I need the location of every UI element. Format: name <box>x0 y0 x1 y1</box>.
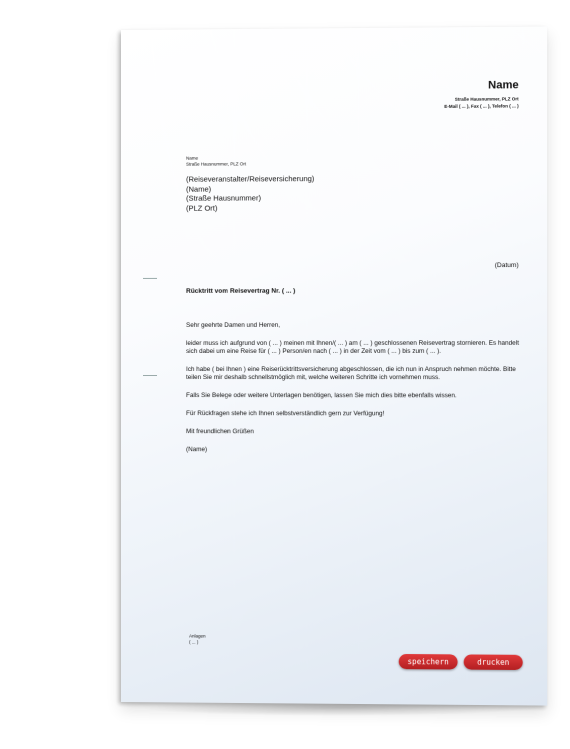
letter-body <box>186 322 520 465</box>
sender-line <box>186 155 246 167</box>
salutation: Sehr geehrte Damen und Herren, <box>186 321 281 329</box>
letterhead-name: Name <box>488 79 519 92</box>
letter-date: (Datum) <box>494 261 519 270</box>
letterhead-address: Straße Hausnummer, PLZ Ort <box>454 96 519 102</box>
recipient-address <box>186 174 314 213</box>
recipient-line: (Name) <box>186 184 212 194</box>
letter-page <box>121 26 547 705</box>
body-paragraph: Ich habe ( bei Ihnen ) eine Reiserücktrittsversicherung abgeschlossen, die ich nun in Anspruch nehmen möchte. Bitte teilen Sie mir deshalb schnellstmöglich mit, welche weiteren Schritte ich vornehmen muss. <box>186 366 516 382</box>
recipient-line: (Straße Hausnummer) <box>186 193 262 203</box>
fold-mark <box>143 375 157 376</box>
print-button[interactable]: drucken <box>464 654 523 670</box>
body-paragraph: Falls Sie Belege oder weitere Unterlagen benötigen, lassen Sie mich dies bitte ebenfalls wissen. <box>186 392 457 400</box>
enclosures-label: Anlagen <box>189 633 206 639</box>
fold-mark <box>143 278 157 279</box>
body-paragraph: leider muss ich aufgrund von ( ... ) meinen mit Ihnen/( ... ) am ( ... ) geschlossenen Reisevertrag stornieren. Es handelt sich dabei um eine Reise für ( ... ) Person/en nach ( ... ) in der Zeit vom ( ... ) bis zum ( ... ). <box>186 339 520 355</box>
enclosures <box>189 633 206 645</box>
body-paragraph: Für Rückfragen stehe ich Ihnen selbstverständlich gern zur Verfügung! <box>186 410 385 418</box>
letter-subject: Rücktritt vom Reisevertrag Nr. ( ... ) <box>186 287 296 295</box>
recipient-line: (Reiseveranstalter/Reiseversicherung) <box>186 174 315 184</box>
enclosures-value: ( ... ) <box>189 639 199 645</box>
sender-address: Straße Hausnummer, PLZ Ort <box>186 161 247 167</box>
letterhead-contact: E-Mail ( ... ), Fax ( ... ), Telefon ( ... ) <box>444 103 519 109</box>
save-button[interactable]: speichern <box>399 654 458 670</box>
recipient-line: (PLZ Ort) <box>186 203 218 213</box>
sender-name: Name <box>186 155 199 161</box>
closing: Mit freundlichen Grüßen <box>186 428 254 436</box>
signature: (Name) <box>186 446 208 454</box>
letterhead <box>444 79 518 110</box>
